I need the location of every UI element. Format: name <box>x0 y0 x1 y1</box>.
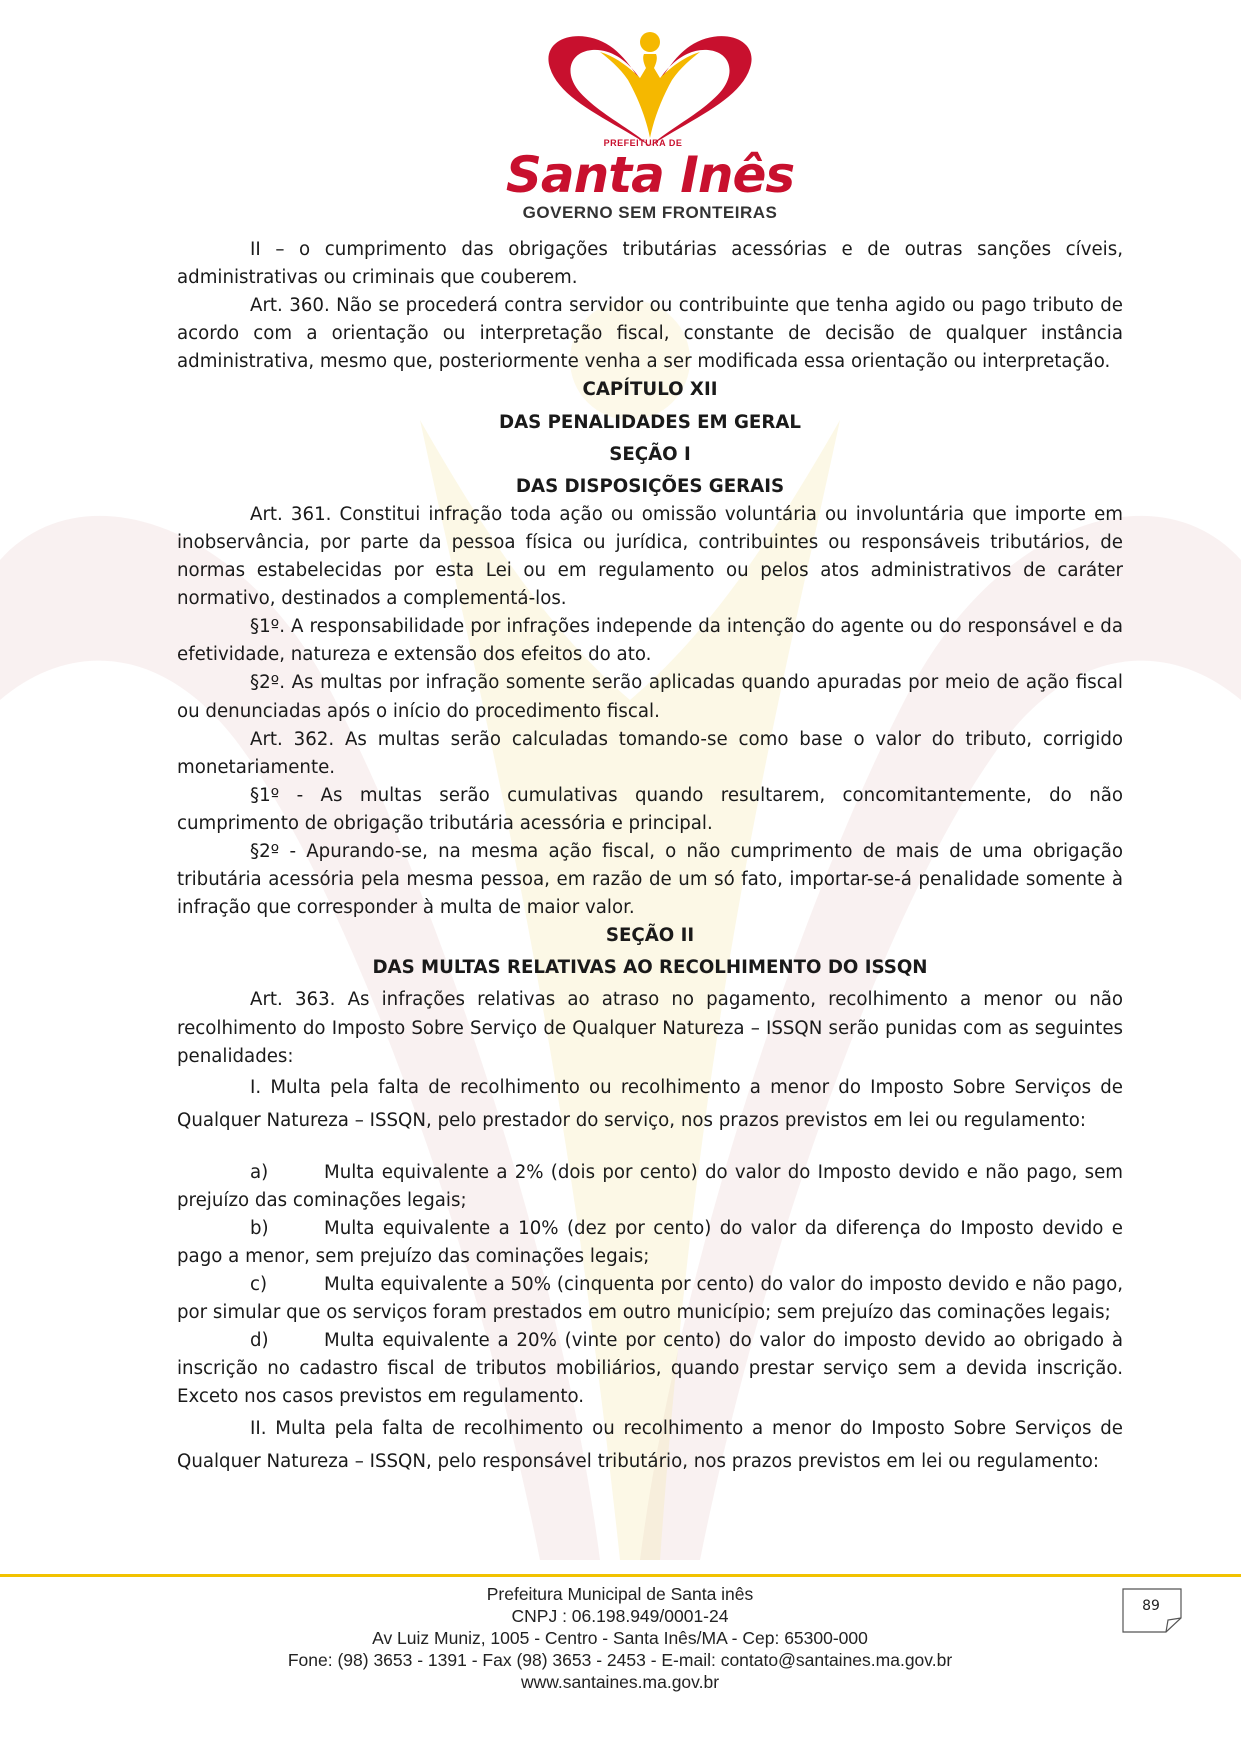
section-title: DAS DISPOSIÇÕES GERAIS <box>515 475 785 497</box>
list-item-text: Multa equivalente a 20% (vinte por cento) do valor do imposto devido ao obrigado à inscrição no cadastro fiscal de tributos mobiliários, quando prestar serviço sem a devida inscrição. Exceto nos casos previstos em regulamento. <box>177 1330 1123 1408</box>
list-item-label: b) <box>250 1217 269 1239</box>
article-363: Art. 363. As infrações relativas ao atraso no pagamento, recolhimento a menor ou não recolhimento do Imposto Sobre Serviço de Qualquer Natureza – ISSQN serão punidas com as seguintes penalidades: <box>177 989 1123 1067</box>
paragraph: II – o cumprimento das obrigações tributárias acessórias e de outras sanções cíveis, administrativas ou criminais que couberem. <box>177 239 1123 289</box>
logo-prefeitura-text: PREFEITURA DE <box>603 138 683 148</box>
list-item-label: c) <box>250 1274 268 1296</box>
logo-slogan: GOVERNO SEM FRONTEIRAS <box>522 203 778 222</box>
footer-cnpj: CNPJ : 06.198.949/0001-24 <box>511 1606 729 1626</box>
list-item <box>177 1215 1123 1271</box>
page-number: 89 <box>1142 1598 1160 1614</box>
article-362: Art. 362. As multas serão calculadas tomando-se como base o valor do tributo, corrigido monetariamente. <box>177 728 1123 778</box>
chapter-title: DAS PENALIDADES EM GERAL <box>498 411 801 433</box>
footer-address: Av Luiz Muniz, 1005 - Centro - Santa Inês/MA - Cep: 65300-000 <box>372 1628 868 1648</box>
footer-website: www.santaines.ma.gov.br <box>520 1672 720 1692</box>
footer-contact: Fone: (98) 3653 - 1391 - Fax (98) 3653 - 2453 - E-mail: contato@santaines.ma.gov.br <box>287 1650 953 1670</box>
header-logo <box>500 28 800 222</box>
section-title: DAS MULTAS RELATIVAS AO RECOLHIMENTO DO ISSQN <box>372 957 928 979</box>
list-item-text: Multa equivalente a 50% (cinquenta por cento) do valor do imposto devido e não pago, por simular que os serviços foram prestados em outro município; sem prejuízo das cominações legais; <box>177 1274 1123 1324</box>
list-item-text: Multa equivalente a 10% (dez por cento) do valor da diferença do Imposto devido e pago a menor, sem prejuízo das cominações legais; <box>177 1217 1123 1267</box>
paragraph: §2º - Apurando-se, na mesma ação fiscal, o não cumprimento de mais de uma obrigação tributária acessória pela mesma pessoa, em razão de um só fato, importar-se-á penalidade somente à infração que corresponder à multa de maior valor. <box>177 840 1123 919</box>
paragraph: II. Multa pela falta de recolhimento ou recolhimento a menor do Imposto Sobre Serviços de Qualquer Natureza – ISSQN, pelo responsável tributário, nos prazos previstos em lei ou regulamento: <box>177 1417 1123 1472</box>
section-heading: SEÇÃO I <box>609 443 691 465</box>
paragraph: I. Multa pela falta de recolhimento ou recolhimento a menor do Imposto Sobre Serviços de Qualquer Natureza – ISSQN, pelo prestador do serviço, nos prazos previstos em lei ou regulamento: <box>177 1076 1123 1131</box>
list-item <box>177 1159 1123 1215</box>
paragraph: §1º - As multas serão cumulativas quando resultarem, concomitantemente, do não cumprimento de obrigação tributária acessória e principal. <box>177 784 1123 834</box>
list-item-label: a) <box>250 1161 269 1183</box>
list-item <box>177 1327 1123 1411</box>
footer-org-name: Prefeitura Municipal de Santa inês <box>486 1584 754 1604</box>
footer <box>200 1583 1040 1693</box>
section-heading: SEÇÃO II <box>605 925 695 947</box>
logo-city-name: Santa Inês <box>505 146 795 204</box>
document-body <box>177 236 1123 1478</box>
footer-divider <box>0 1574 1241 1577</box>
article-361: Art. 361. Constitui infração toda ação ou omissão voluntária ou involuntária que importe em inobservância, por parte da pessoa física ou jurídica, contribuintes ou responsáveis tributários, de normas estabelecidas por esta Lei ou em regulamento ou pelos atos administrativos de caráter normativo, destinados a complementá-los. <box>177 503 1123 610</box>
chapter-heading: CAPÍTULO XII <box>582 379 718 401</box>
list-item <box>177 1271 1123 1327</box>
article-360: Art. 360. Não se procederá contra servidor ou contribuinte que tenha agido ou pago tributo de acordo com a orientação ou interpretação fiscal, constante de decisão de qualquer instância administrativa, mesmo que, posteriormente venha a ser modificada essa orientação ou interpretação. <box>177 295 1123 373</box>
paragraph: §2º. As multas por infração somente serão aplicadas quando apuradas por meio de ação fiscal ou denunciadas após o início do procedimento fiscal. <box>177 672 1123 722</box>
list-item-text: Multa equivalente a 2% (dois por cento) do valor do Imposto devido e não pago, sem prejuízo das cominações legais; <box>177 1161 1123 1211</box>
paragraph: §1º. A responsabilidade por infrações independe da intenção do agente ou do responsável e da efetividade, natureza e extensão dos efeitos do ato. <box>177 616 1123 666</box>
list-item-label: d) <box>250 1330 269 1352</box>
